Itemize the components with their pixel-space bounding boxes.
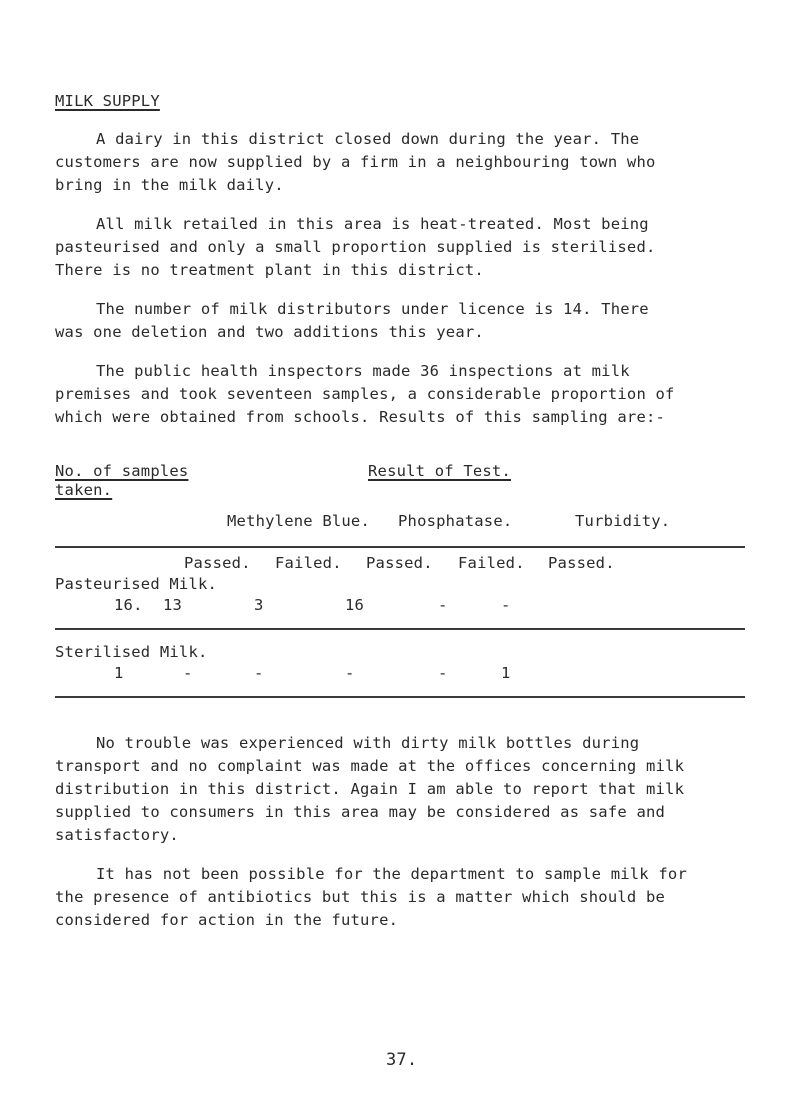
paragraph-5-line-2: transport and no complaint was made at the offices concerning milk [55, 757, 685, 775]
page-number: 37. [386, 1050, 418, 1070]
table-result-header: Result of Test. [368, 462, 511, 480]
table-col1-header-line-2: taken. [55, 481, 113, 499]
paragraph-6-line-1: It has not been possible for the department to sample milk for [96, 865, 687, 883]
cell-sterilised-samples: 1 [114, 664, 124, 682]
test-methylene-blue: Methylene Blue. [227, 512, 370, 530]
paragraph-1-line-1: A dairy in this district closed down during the year. The [96, 130, 640, 148]
cell-pasteurised-mb-passed: 13 [163, 596, 183, 614]
paragraph-4-line-1: The public health inspectors made 36 inspections at milk [96, 362, 630, 380]
paragraph-1-line-3: bring in the milk daily. [55, 176, 284, 194]
paragraph-2-line-1: All milk retailed in this area is heat-treated. Most being [96, 215, 649, 233]
paragraph-2-line-3: There is no treatment plant in this district. [55, 261, 484, 279]
paragraph-6-line-2: the presence of antibiotics but this is a matter which should be [55, 888, 666, 906]
paragraph-5-line-1: No trouble was experienced with dirty milk bottles during [96, 734, 640, 752]
paragraph-1-line-2: customers are now supplied by a firm in a neighbouring town who [55, 153, 656, 171]
row-label-pasteurised-milk: Pasteurised Milk. [55, 575, 218, 593]
subheader-mb-failed: Failed. [275, 554, 342, 572]
test-phosphatase: Phosphatase. [398, 512, 513, 530]
subheader-ph-passed: Passed. [366, 554, 433, 572]
cell-sterilised-mb-failed: - [254, 664, 264, 682]
cell-pasteurised-mb-failed: 3 [254, 596, 264, 614]
table-col1-header-line-1: No. of samples [55, 462, 189, 480]
page-heading: MILK SUPPLY [55, 92, 160, 110]
paragraph-6-line-3: considered for action in the future. [55, 911, 399, 929]
paragraph-5-line-4: supplied to consumers in this area may be considered as safe and [55, 803, 666, 821]
paragraph-4-line-3: which were obtained from schools. Results of this sampling are:- [55, 408, 666, 426]
subheader-ph-failed: Failed. [458, 554, 525, 572]
cell-pasteurised-ph-passed: 16 [345, 596, 365, 614]
row-label-sterilised-milk: Sterilised Milk. [55, 643, 208, 661]
paragraph-3-line-1: The number of milk distributors under licence is 14. There [96, 300, 649, 318]
table-rule-2 [55, 628, 745, 630]
paragraph-5-line-5: satisfactory. [55, 826, 179, 844]
paragraph-2-line-2: pasteurised and only a small proportion supplied is sterilised. [55, 238, 656, 256]
paragraph-3-line-2: was one deletion and two additions this year. [55, 323, 484, 341]
cell-sterilised-tb-passed: 1 [501, 664, 511, 682]
cell-sterilised-ph-failed: - [438, 664, 448, 682]
paragraph-4-line-2: premises and took seventeen samples, a considerable proportion of [55, 385, 675, 403]
cell-pasteurised-samples: 16. [114, 596, 143, 614]
cell-pasteurised-tb-passed: - [501, 596, 511, 614]
paragraph-5-line-3: distribution in this district. Again I am able to report that milk [55, 780, 685, 798]
cell-sterilised-mb-passed: - [183, 664, 193, 682]
test-turbidity: Turbidity. [575, 512, 671, 530]
cell-pasteurised-ph-failed: - [438, 596, 448, 614]
table-rule-3 [55, 696, 745, 698]
cell-sterilised-ph-passed: - [345, 664, 355, 682]
subheader-tb-passed: Passed. [548, 554, 615, 572]
table-rule-1 [55, 546, 745, 548]
subheader-mb-passed: Passed. [184, 554, 251, 572]
